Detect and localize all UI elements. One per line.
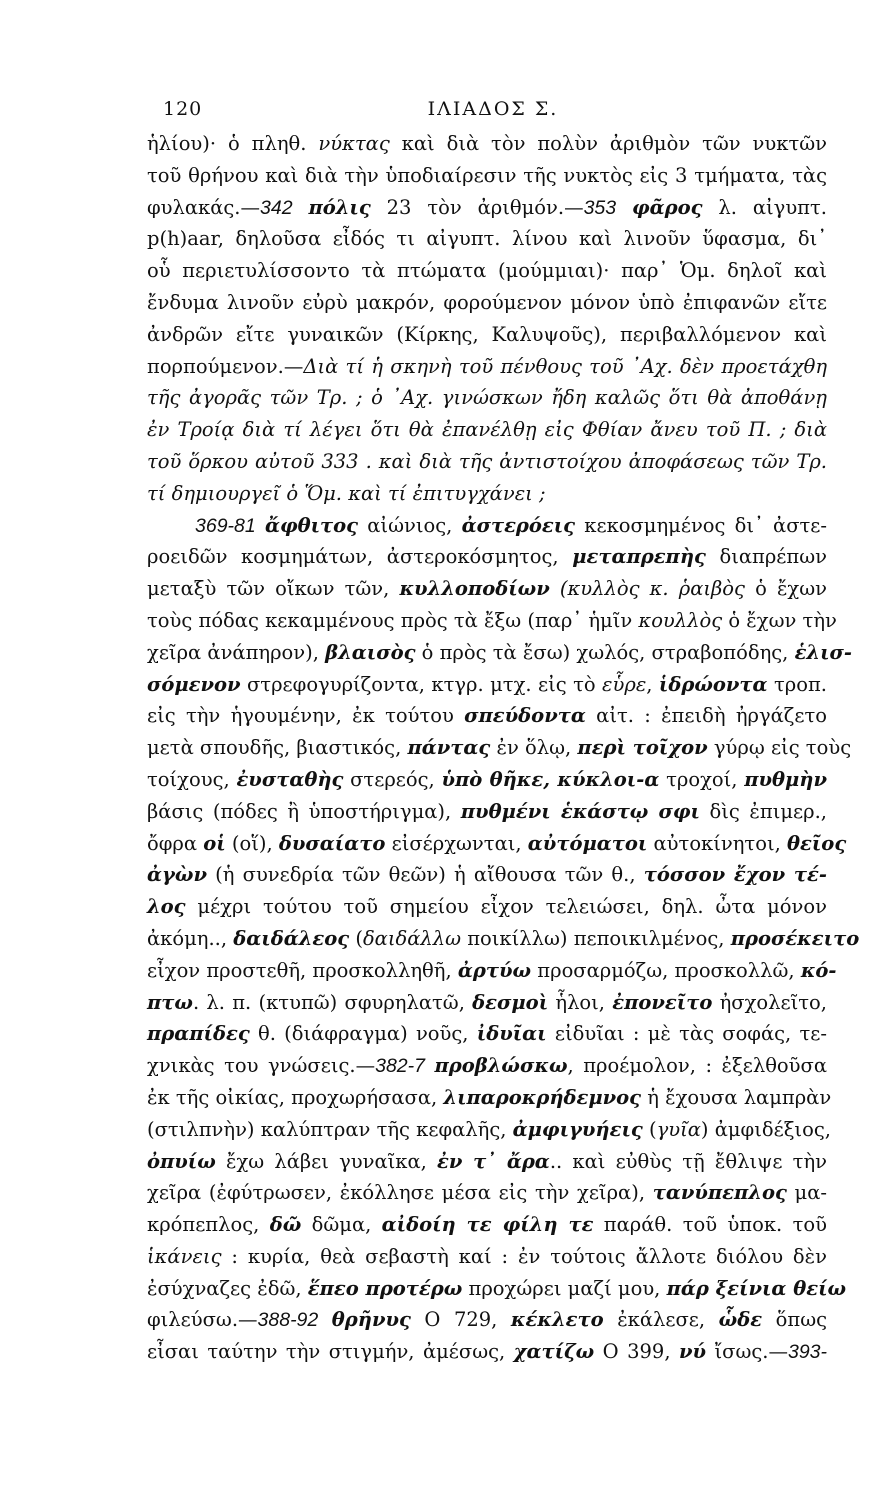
lemma: περὶ τοῖχον bbox=[577, 736, 708, 760]
text-segment: , bbox=[646, 672, 659, 696]
lemma: λος bbox=[147, 895, 186, 919]
lemma: πτω bbox=[147, 990, 193, 1014]
text-line bbox=[147, 541, 827, 573]
text-segment bbox=[318, 1308, 332, 1331]
text-segment: χεῖρα (ἐφύτρωσεν, ἐκόλλησε μέσα εἰς τὴν χεῖρα), bbox=[147, 1181, 653, 1205]
text-line bbox=[147, 414, 827, 446]
text-segment: πορπούμενον.— bbox=[147, 354, 304, 378]
text-line bbox=[147, 700, 827, 732]
text-segment: ἡ ἔχουσα λαμπρὰν bbox=[641, 1085, 832, 1109]
verse-number: 393- bbox=[787, 1341, 827, 1364]
lemma: πυθμένι ἑκάστῳ σφι bbox=[460, 799, 700, 823]
text-segment: παράθ. τοῦ ὑποκ. τοῦ bbox=[593, 1213, 827, 1237]
text-line bbox=[147, 1146, 827, 1178]
verse-number: 388-92 bbox=[257, 1309, 319, 1332]
lemma: πραπίδες bbox=[147, 1022, 250, 1046]
text-segment: καὶ διὰ τὸν πολὺν ἀριθμὸν τῶν νυκτῶν bbox=[389, 132, 827, 155]
text-segment: ὁ πρὸς τὰ ἔσω) χωλός, στραβοπόδης, bbox=[415, 640, 795, 664]
text-line bbox=[147, 987, 827, 1019]
text-segment: Διὰ τί ἡ σκηνὴ τοῦ πένθους τοῦ ᾿Αχ. δὲν προετάχθη bbox=[303, 354, 827, 378]
verse-number: 382-7 bbox=[375, 1055, 425, 1078]
text-line bbox=[147, 1018, 827, 1050]
text-segment: (στιλπνὴν) καλύπτραν τῆς κεφαλῆς, bbox=[147, 1117, 513, 1141]
lemma: κό- bbox=[800, 958, 837, 982]
text-segment: ( bbox=[642, 1117, 657, 1141]
text-line bbox=[147, 1050, 827, 1082]
text-segment bbox=[616, 196, 632, 219]
lemma: πάρ ξείνια θείω bbox=[666, 1276, 847, 1300]
text-segment: τροπ. bbox=[767, 672, 827, 696]
text-line bbox=[147, 255, 827, 287]
text-segment: 23 τὸν ἀριθμόν.— bbox=[370, 195, 584, 219]
text-segment: αἰτ. : ἐπειδὴ ἠργάζετο bbox=[585, 704, 827, 728]
text-segment: τῆς ἀγορᾶς τῶν Τρ. ; ὁ ᾿Αχ. γινώσκων ἤδη καλῶς ὅτι θὰ ἀποθάνῃ bbox=[147, 386, 827, 410]
text-segment: φιλεύσω.— bbox=[147, 1308, 258, 1332]
text-line bbox=[147, 1209, 827, 1241]
text-segment: ) ἀμφιδέξιος, bbox=[700, 1117, 831, 1141]
text-segment: αἰώνιος, bbox=[358, 513, 462, 537]
text-segment bbox=[256, 514, 265, 537]
lemma: κυλλοποδίων bbox=[399, 577, 550, 601]
text-line bbox=[147, 351, 827, 383]
lemma: θεῖος bbox=[787, 831, 847, 855]
text-segment: (κυλλὸς κ. ῥαιβὸς bbox=[559, 577, 745, 601]
text-line bbox=[147, 923, 860, 955]
lemma: κέκλετο bbox=[510, 1308, 604, 1332]
text-segment: ἐν ὅλῳ, bbox=[490, 736, 578, 760]
text-segment: ἠσχολεῖτο, bbox=[712, 990, 827, 1014]
lemma: πυθμὴν bbox=[744, 767, 828, 791]
text-segment: μετὰ σπουδῆς, βιαστικός, bbox=[147, 736, 408, 760]
text-segment: εἰς τὴν ἡγουμένην, ἐκ τούτου bbox=[147, 704, 465, 728]
text-line bbox=[147, 1304, 827, 1336]
page-number: 120 bbox=[163, 98, 203, 120]
text-segment: λ. αἰγυπτ. bbox=[702, 195, 827, 219]
text-segment: εἶσαι ταύτην τὴν στιγμήν, ἀμέσως, bbox=[147, 1340, 514, 1364]
text-line bbox=[147, 955, 837, 987]
text-segment bbox=[550, 577, 560, 600]
lemma: ὧδε bbox=[718, 1308, 763, 1332]
text-segment: νύκτας bbox=[318, 132, 390, 155]
text-segment: ἐν Τροίᾳ διὰ τί λέγει ὅτι θὰ ἐπανέλθῃ εἰς Φθίαν ἄνευ τοῦ Π. ; διὰ bbox=[147, 418, 827, 442]
text-segment: .. καὶ εὐθὺς τῇ ἔθλιψε τὴν bbox=[549, 1149, 828, 1173]
text-line bbox=[147, 160, 827, 192]
text-segment: δαιδάλλω bbox=[362, 926, 462, 950]
lemma: σπεύδοντα bbox=[464, 704, 586, 728]
lemma: αὐτόματοι bbox=[527, 831, 648, 855]
lemma: ἰδυῖαι bbox=[476, 1022, 547, 1046]
text-line bbox=[147, 732, 852, 764]
text-segment: ἀκόμη.., bbox=[147, 926, 234, 950]
commentary-text bbox=[147, 128, 860, 1368]
text-segment: τοὺς πόδας κεκαμμένους πρὸς τὰ ἔξω (παρ᾽ ἡμῖν bbox=[147, 608, 639, 632]
text-segment: δὶς ἐπιμερ., bbox=[699, 799, 827, 823]
text-line bbox=[147, 510, 827, 542]
lemma: ἐυσταθὴς bbox=[236, 767, 344, 791]
text-line bbox=[147, 891, 827, 923]
lemma: πάντας bbox=[407, 736, 491, 760]
lemma: λιπαροκρήδεμνος bbox=[443, 1085, 642, 1109]
text-segment: τροχοί, bbox=[659, 767, 745, 791]
lemma: ὀπυίω bbox=[147, 1149, 216, 1173]
lemma: δῶ bbox=[269, 1213, 302, 1237]
text-line bbox=[147, 128, 827, 160]
lemma: ἐπονεῖτο bbox=[612, 990, 713, 1014]
lemma: οἱ bbox=[203, 831, 226, 855]
text-segment: ἀνδρῶν εἴτε γυναικῶν (Κίρκης, Καλυψοῦς), περιβαλλόμενον καὶ bbox=[147, 322, 827, 346]
text-segment: ποικίλλω) πεποικιλμένος, bbox=[461, 926, 731, 950]
text-segment: εἰσέρχωνται, bbox=[385, 831, 528, 855]
text-line bbox=[147, 637, 853, 669]
text-segment: ( bbox=[349, 926, 363, 950]
text-segment: . λ. π. (κτυπῶ) σφυρηλατῶ, bbox=[192, 990, 473, 1014]
page-header bbox=[163, 98, 823, 128]
text-line bbox=[147, 1082, 832, 1114]
verse-number: 353 bbox=[583, 196, 617, 219]
text-segment: τοῦ ὅρκου αὐτοῦ 333 . καὶ διὰ τῆς ἀντιστοίχου ἀποφάσεως τῶν Τρ. bbox=[147, 449, 827, 473]
text-segment bbox=[293, 196, 309, 219]
lemma: ἄφθιτος bbox=[264, 513, 359, 537]
text-line bbox=[147, 192, 827, 224]
text-segment: εἶχον προστεθῆ, προσκολληθῆ, bbox=[147, 958, 458, 982]
verse-number: 369-81 bbox=[195, 514, 256, 537]
text-segment: ἔνδυμα λινοῦν εὐρὺ μακρόν, φορούμενον μόνον ὑπὸ ἐπιφανῶν εἴτε bbox=[147, 290, 827, 314]
text-segment: κουλλὸς bbox=[638, 608, 723, 632]
verse-number: 342 bbox=[260, 196, 293, 219]
text-segment: κεκοσμημένος δι᾽ ἀστε- bbox=[575, 513, 827, 537]
text-line bbox=[147, 1273, 847, 1305]
text-segment: ἐκάλεσε, bbox=[603, 1308, 719, 1332]
lemma: προβλώσκω bbox=[434, 1054, 568, 1078]
text-segment: μεταξὺ τῶν οἴκων τῶν, bbox=[147, 577, 400, 601]
text-segment: ὄφρα bbox=[147, 831, 204, 855]
text-segment: ὁ ἔχων bbox=[744, 577, 827, 601]
text-segment: αὐτοκίνητοι, bbox=[647, 831, 788, 855]
text-segment: ὅπως bbox=[762, 1308, 828, 1332]
lemma: χατίζω bbox=[513, 1340, 595, 1364]
lemma: σόμενον bbox=[147, 672, 241, 696]
lemma: πόλις bbox=[308, 195, 371, 219]
text-segment: ἐσύχναζες ἐδῶ, bbox=[147, 1276, 308, 1300]
text-segment: γύρῳ εἰς τοὺς bbox=[707, 736, 852, 760]
lemma: δεσμοὶ bbox=[472, 990, 549, 1014]
text-segment: φυλακάς.— bbox=[147, 195, 261, 219]
text-segment: εἰδυῖαι : μὲ τὰς σοφάς, τε- bbox=[546, 1022, 827, 1046]
text-segment: Ο 399, bbox=[594, 1340, 679, 1364]
text-segment: τοίχους, bbox=[147, 767, 237, 791]
text-line bbox=[147, 1114, 831, 1146]
lemma: νύ bbox=[678, 1340, 707, 1364]
text-segment: , προέμολον, : ἐξελθοῦσα bbox=[567, 1054, 828, 1078]
lemma: ἀρτύω bbox=[457, 958, 532, 982]
text-segment: θ. (διάφραγμα) νοῦς, bbox=[249, 1022, 477, 1046]
text-segment: διαπρέπων bbox=[705, 545, 827, 569]
text-line bbox=[147, 1241, 827, 1273]
text-line bbox=[147, 446, 827, 478]
text-line bbox=[147, 1336, 827, 1368]
lemma: ἀμφιγυήεις bbox=[512, 1117, 643, 1141]
text-line bbox=[147, 573, 827, 605]
text-line bbox=[147, 859, 827, 891]
lemma: ἱδρώοντα bbox=[658, 672, 768, 696]
text-segment: τί δημιουργεῖ ὁ Ὅμ. καὶ τί ἐπιτυγχάνει ; bbox=[147, 481, 546, 505]
text-line bbox=[147, 223, 827, 255]
lemma: ὑπὸ θῆκε, κύκλοι-α bbox=[441, 767, 660, 791]
lemma: τανύπεπλος bbox=[652, 1181, 787, 1205]
lemma: ἐν τ᾽ ἄρα bbox=[437, 1149, 550, 1173]
lemma: θρῆνυς bbox=[331, 1308, 411, 1332]
text-segment: κρόπεπλος, bbox=[147, 1213, 270, 1237]
lemma: ἀγὼν bbox=[147, 863, 207, 887]
text-segment: ἴσως.— bbox=[706, 1340, 788, 1364]
text-segment: ὁ ἔχων τὴν bbox=[722, 608, 837, 632]
lemma: φᾶρος bbox=[632, 195, 703, 219]
text-segment: τοῦ θρήνου καὶ διὰ τὴν ὑποδιαίρεσιν τῆς νυκτὸς εἰς 3 τμήματα, τὰς bbox=[147, 163, 827, 187]
text-segment: μέχρι τούτου τοῦ σημείου εἶχον τελειώσει, δηλ. ὦτα μόνον bbox=[185, 895, 827, 919]
lemma: προσέκειτο bbox=[730, 926, 860, 950]
text-segment: ἱκάνεις bbox=[147, 1244, 222, 1268]
text-segment: (ἡ συνεδρία τῶν θεῶν) ἡ αἴθουσα τῶν θ., bbox=[206, 863, 644, 887]
text-line bbox=[147, 796, 827, 828]
lemma: ἑλισ- bbox=[794, 640, 853, 664]
text-line bbox=[147, 828, 847, 860]
lemma: ἀστερόεις bbox=[461, 513, 576, 537]
text-segment: (οἵ), bbox=[225, 831, 279, 855]
text-segment: ἡλίου)· ὁ πληθ. bbox=[147, 132, 319, 155]
lemma: δαιδάλεος bbox=[233, 926, 350, 950]
text-segment: ἐκ τῆς οἰκίας, προχωρήσασα, bbox=[147, 1085, 444, 1109]
lemma: μεταπρεπὴς bbox=[572, 545, 706, 569]
text-segment: προχώρει μαζί μου, bbox=[462, 1276, 667, 1300]
lemma: βλαισὸς bbox=[325, 640, 416, 664]
text-segment: προσαρμόζω, προσκολλῶ, bbox=[531, 958, 801, 982]
text-segment: δῶμα, bbox=[301, 1213, 382, 1237]
text-segment: γυῖα bbox=[656, 1117, 701, 1141]
text-line bbox=[147, 605, 837, 637]
text-segment: στρεφογυρίζοντα, κτγρ. μτχ. εἰς τὸ bbox=[240, 672, 603, 696]
lemma: δυσαίατο bbox=[278, 831, 386, 855]
running-title: ΙΛΙΑΔΟΣ Σ. bbox=[427, 98, 559, 120]
lemma: τόσσον ἔχον τέ- bbox=[643, 863, 827, 887]
text-segment: μα- bbox=[786, 1181, 827, 1205]
lemma: αἰδοίη τε φίλη τε bbox=[381, 1213, 594, 1237]
text-line bbox=[147, 382, 827, 414]
text-segment bbox=[425, 1054, 435, 1077]
text-segment: εὗρε bbox=[602, 672, 647, 696]
text-segment: ροειδῶν κοσμημάτων, ἀστεροκόσμητος, bbox=[147, 545, 573, 569]
text-segment: ἔχω λάβει γυναῖκα, bbox=[215, 1149, 438, 1173]
text-segment: χνικὰς του γνώσεις.— bbox=[147, 1054, 376, 1078]
lemma: ἕπεο προτέρω bbox=[307, 1276, 463, 1300]
text-line bbox=[147, 764, 827, 796]
text-segment: χεῖρα ἀνάπηρον), bbox=[147, 640, 326, 664]
text-line bbox=[147, 669, 827, 701]
text-line bbox=[147, 319, 827, 351]
text-segment: Ο 729, bbox=[410, 1308, 511, 1332]
text-line bbox=[147, 1177, 827, 1209]
text-segment: βάσις (πόδες ἢ ὑποστήριγμα), bbox=[147, 799, 461, 823]
text-segment: : κυρία, θεὰ σεβαστὴ καί : ἐν τούτοις ἄλλοτε διόλου δὲν bbox=[221, 1244, 827, 1268]
text-segment: ἧλοι, bbox=[548, 990, 613, 1014]
text-segment: p(h)aar, δηλοῦσα εἶδός τι αἰγυπτ. λίνου καὶ λινοῦν ὕφασμα, δι᾽ bbox=[147, 227, 827, 251]
text-segment: οὗ περιετυλίσσοντο τὰ πτώματα (μούμμιαι)· παρ᾽ Ὁμ. δηλοῖ καὶ bbox=[147, 259, 827, 283]
text-segment: στερεός, bbox=[343, 767, 442, 791]
text-line bbox=[147, 287, 827, 319]
text-line bbox=[147, 478, 827, 510]
